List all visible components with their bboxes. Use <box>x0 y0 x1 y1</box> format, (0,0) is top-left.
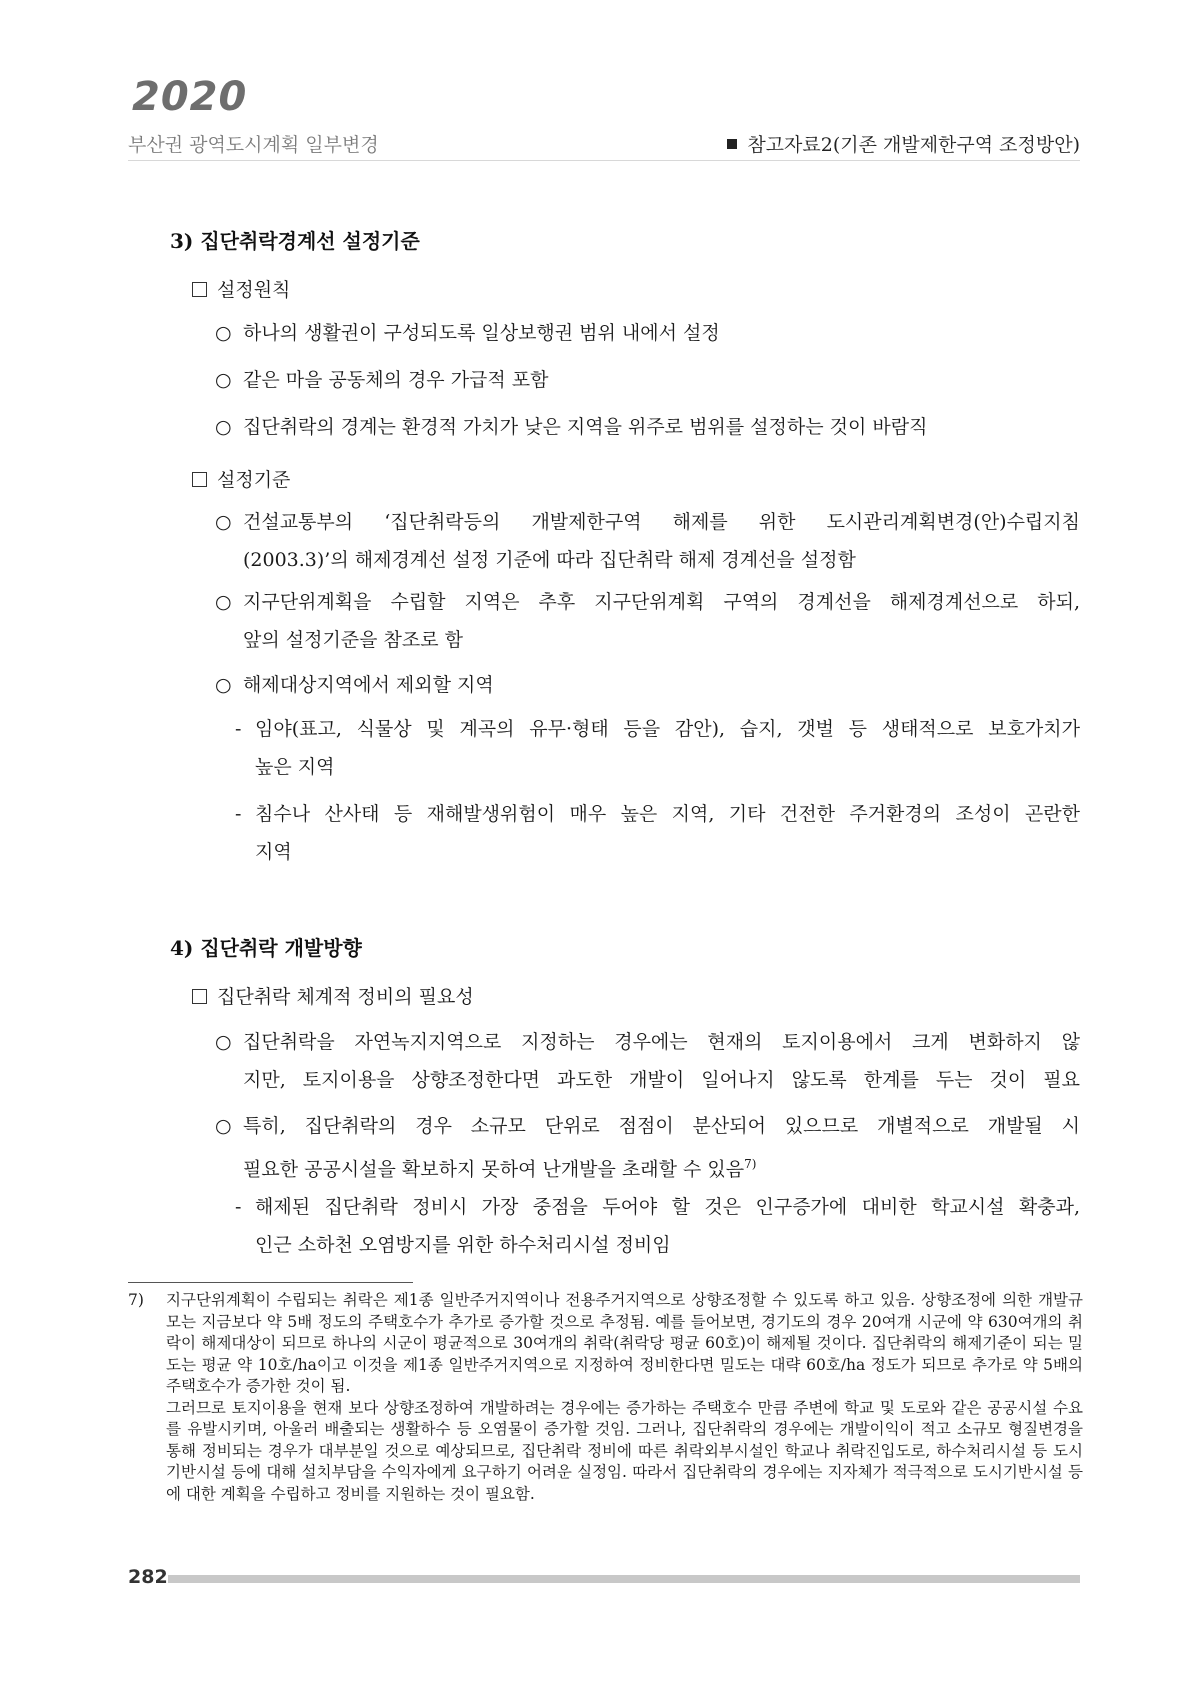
criteria-item-1 <box>215 503 1080 579</box>
principle-item-1-text: 하나의 생활권이 구성되도록 일상보행권 범위 내에서 설정 <box>243 322 720 344</box>
exclude-item-1-line-2: 높은 지역 <box>255 756 335 778</box>
principle-item-3 <box>215 408 928 446</box>
criteria-item-2 <box>215 583 1080 659</box>
dash-bullet-icon: - <box>235 718 242 740</box>
principle-item-3-text: 집단취락의 경계는 환경적 가치가 낮은 지역을 위주로 범위를 설정하는 것이 바람직 <box>243 416 928 438</box>
need-item-2-line-2 <box>243 1145 1080 1188</box>
need-item-1-line-2: 지만, 토지이용을 상향조정한다면 과도한 개발이 일어나지 않도록 한계를 두는 것이 필요 <box>243 1069 1080 1091</box>
footnote <box>128 1290 1083 1505</box>
circle-bullet-icon: ○ <box>215 369 232 391</box>
principle-item-2 <box>215 361 549 399</box>
circle-bullet-icon: ○ <box>215 1115 232 1137</box>
circle-bullet-icon: ○ <box>215 674 232 696</box>
principle-title <box>192 275 290 302</box>
need-title-text: 집단취락 체계적 정비의 필요성 <box>217 986 474 1008</box>
exclude-item-1-line-1: 임야(표고, 식물상 및 계곡의 유무·형태 등을 감안), 습지, 갯벌 등 생태적으로 보호가치가 <box>255 718 1080 740</box>
circle-bullet-icon: ○ <box>215 322 232 344</box>
square-bullet-icon <box>727 139 737 149</box>
section-3-heading: 3) 집단취락경계선 설정기준 <box>170 229 420 253</box>
criteria-item-3-text: 해제대상지역에서 제외할 지역 <box>243 674 494 696</box>
footnote-paragraph-2: 그러므로 토지이용을 현재 보다 상향조정하여 개발하려는 경우에는 증가하는 주택호수 만큼 주변에 학교 및 도로와 같은 공공시설 수요를 유발시키며, 아울러 배출되는 생활하수 등 오염물이 증가할 것임. 그러나, 집단취락의 경우에는 개발이익이 적고 소규모 형질변경을 통해 정비되는 경우가 대부분일 것으로 예상되므로, 집단취락 정비에 따른 취락외부시설인 학교나 취락진입도로, 하수처리시설 등 도시기반시설 등에 대해 설치부담을 수익자에게 요구하기 어려운 실정임. 따라서 집단취락의 경우에는 지자체가 적극적으로 도시기반시설 등에 대한 계획을 수립하고 정비를 지원하는 것이 필요함. <box>166 1398 1083 1503</box>
header-divider <box>128 160 1080 161</box>
footer-bar <box>168 1575 1080 1583</box>
dash-bullet-icon: - <box>235 803 242 825</box>
footnote-body <box>166 1290 1083 1505</box>
checkbox-square-icon <box>192 472 207 487</box>
checkbox-square-icon <box>192 989 207 1004</box>
footnote-paragraph-1: 지구단위계획이 수립되는 취락은 제1종 일반주거지역이나 전용주거지역으로 상향조정할 수 있도록 하고 있음. 상향조정에 의한 개발규모는 지금보다 약 5배 정도의 주택호수가 추가로 증가할 것으로 추정됨. 예를 들어보면, 경기도의 경우 20여개 시군에 약 630여개의 취락이 해제대상이 되므로 하나의 시군이 평균적으로 30여개의 취락(취락당 평균 60호)이 해제될 것이다. 집단취락의 해제기준이 되는 밀도는 평균 약 10호/ha이고 이것을 제1종 일반주거지역으로 지정하여 정비한다면 밀도는 대략 60호/ha 정도가 되므로 추가로 약 5배의 주택호수가 증가한 것이 됨. <box>166 1291 1083 1395</box>
need-subitem-1 <box>235 1188 1080 1264</box>
need-title <box>192 982 474 1009</box>
circle-bullet-icon: ○ <box>215 511 232 533</box>
exclude-item-2 <box>235 795 1080 871</box>
need-subitem-1-line-2: 인근 소하천 오염방지를 위한 하수처리시설 정비임 <box>255 1234 671 1256</box>
header-year: 2020 <box>132 74 248 120</box>
exclude-item-1 <box>235 710 1080 786</box>
circle-bullet-icon: ○ <box>215 1031 232 1053</box>
need-item-2 <box>215 1107 1080 1188</box>
need-subitem-1-line-1: 해제된 집단취락 정비시 가장 중점을 두어야 할 것은 인구증가에 대비한 학교시설 확충과, <box>255 1196 1080 1218</box>
criteria-item-2-line-1: 지구단위계획을 수립할 지역은 추후 지구단위계획 구역의 경계선을 해제경계선으로 하되, <box>243 591 1080 613</box>
exclude-item-2-line-1: 침수나 산사태 등 재해발생위험이 매우 높은 지역, 기타 건전한 주거환경의 조성이 곤란한 <box>255 803 1080 825</box>
dash-bullet-icon: - <box>235 1196 242 1218</box>
criteria-title <box>192 465 290 492</box>
section-4-heading: 4) 집단취락 개발방향 <box>170 936 362 960</box>
criteria-item-1-line-2: (2003.3)’의 해제경계선 설정 기준에 따라 집단취락 해제 경계선을 설정함 <box>243 549 856 571</box>
circle-bullet-icon: ○ <box>215 591 232 613</box>
criteria-title-text: 설정기준 <box>217 469 291 491</box>
need-item-2-line-1: 특히, 집단취락의 경우 소규모 단위로 점점이 분산되어 있으므로 개별적으로 개발될 시 <box>243 1115 1080 1137</box>
exclude-item-2-line-2: 지역 <box>255 841 292 863</box>
checkbox-square-icon <box>192 282 207 297</box>
need-item-1 <box>215 1023 1080 1099</box>
criteria-item-3 <box>215 666 494 704</box>
page-number: 282 <box>128 1566 168 1588</box>
criteria-item-1-line-1: 건설교통부의 ‘집단취락등의 개발제한구역 해제를 위한 도시관리계획변경(안)수립지침 <box>243 511 1080 533</box>
criteria-item-2-line-2: 앞의 설정기준을 참조로 함 <box>243 629 464 651</box>
principle-item-1 <box>215 314 720 352</box>
need-item-2-line-2-text: 필요한 공공시설을 확보하지 못하여 난개발을 초래할 수 있음 <box>243 1158 745 1181</box>
footnote-reference[interactable]: 7) <box>744 1157 757 1171</box>
circle-bullet-icon: ○ <box>215 416 232 438</box>
principle-title-text: 설정원칙 <box>217 279 291 301</box>
header-doc-title: 부산권 광역도시계획 일부변경 <box>128 134 379 156</box>
footnote-number: 7) <box>128 1291 144 1309</box>
footnote-divider <box>128 1282 413 1283</box>
principle-item-2-text: 같은 마을 공동체의 경우 가급적 포함 <box>243 369 549 391</box>
header-section-label: 참고자료2(기존 개발제한구역 조정방안) <box>747 134 1080 156</box>
need-item-1-line-1: 집단취락을 자연녹지지역으로 지정하는 경우에는 현재의 토지이용에서 크게 변화하지 않 <box>243 1031 1080 1053</box>
header-section <box>727 130 1080 157</box>
